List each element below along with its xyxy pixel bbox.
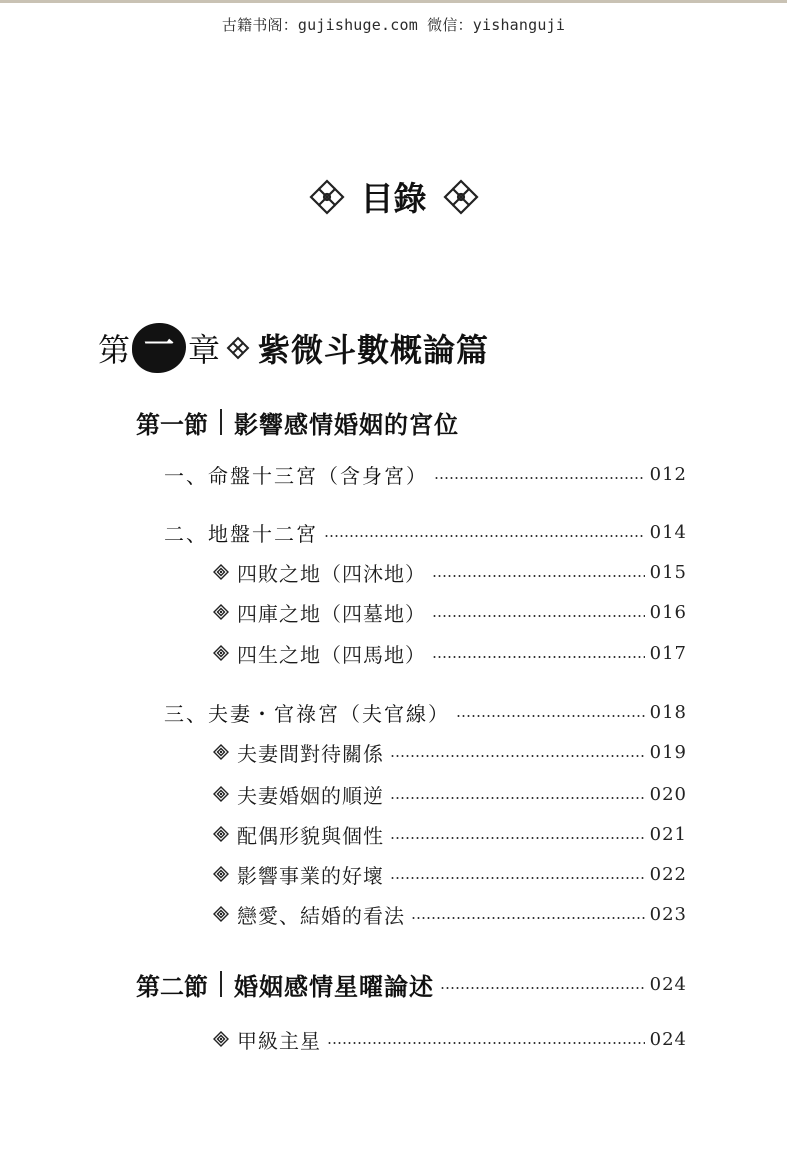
diamond-bullet-icon — [213, 645, 229, 661]
site-watermark: 古籍书阁：gujishuge.com 微信：yishanguji — [221, 16, 566, 34]
entry-page-number: 018 — [649, 701, 687, 723]
section-number — [136, 964, 208, 1004]
entry-page-number: 024 — [649, 1028, 687, 1050]
entry-page-number: 012 — [649, 463, 687, 485]
toc-subentry[interactable] — [213, 638, 687, 668]
knot-ornament-icon — [224, 334, 252, 362]
entry-page-number: 014 — [649, 521, 687, 543]
chapter-number-badge — [132, 321, 186, 375]
entry-title: 二、地盤十二宮 — [164, 521, 318, 546]
chapter-heading[interactable] — [98, 320, 489, 376]
toc-title: 目錄 — [360, 179, 427, 218]
dot-leader — [456, 715, 645, 717]
toc-subentry[interactable] — [213, 737, 687, 767]
entry-page-number: 015 — [649, 561, 687, 583]
section-heading[interactable] — [136, 402, 459, 442]
toc-heading — [0, 173, 787, 220]
dot-leader — [432, 656, 645, 658]
entry-page-number: 017 — [649, 642, 687, 664]
toc-subentry[interactable] — [213, 1024, 687, 1054]
chapter-title: 紫微斗數概論篇 — [258, 331, 490, 369]
chapter-prefix: 第 — [98, 331, 131, 369]
toc-subentry[interactable] — [213, 597, 687, 627]
section-title: 婚姻感情星曜論述 — [234, 971, 434, 1001]
entry-title: 一、命盤十三宮（含身宮） — [164, 463, 428, 488]
section-heading[interactable] — [136, 964, 687, 1004]
diamond-bullet-icon — [213, 906, 229, 922]
dot-leader — [440, 987, 645, 989]
entry-page-number: 023 — [649, 903, 687, 925]
section-number-text: 第二節 — [136, 971, 208, 1001]
entry-page-number: 021 — [649, 823, 687, 845]
dot-leader — [327, 1042, 645, 1044]
dot-leader — [434, 477, 645, 479]
diamond-bullet-icon — [213, 744, 229, 760]
entry-title: 夫妻間對待關係 — [237, 741, 384, 766]
diamond-bullet-icon — [213, 604, 229, 620]
section-page-number: 024 — [649, 973, 687, 995]
entry-title: 四敗之地（四沐地） — [237, 561, 426, 586]
diamond-bullet-icon — [213, 786, 229, 802]
entry-page-number: 019 — [649, 741, 687, 763]
entry-page-number: 020 — [649, 783, 687, 805]
entry-title: 夫妻婚姻的順逆 — [237, 783, 384, 808]
entry-title: 三、夫妻・官祿宮（夫官線） — [164, 701, 450, 726]
dot-leader — [390, 755, 645, 757]
section-title: 影響感情婚姻的宮位 — [234, 409, 459, 439]
section-divider — [220, 971, 222, 997]
toc-subentry[interactable] — [213, 899, 687, 929]
dot-leader — [390, 837, 645, 839]
top-border-line — [0, 0, 787, 3]
toc-subentry[interactable] — [213, 859, 687, 889]
dot-leader — [411, 917, 645, 919]
toc-subentry[interactable] — [213, 557, 687, 587]
dot-leader — [432, 615, 645, 617]
diamond-bullet-icon — [213, 866, 229, 882]
toc-entry[interactable] — [164, 459, 687, 489]
diamond-bullet-icon — [213, 564, 229, 580]
dot-leader — [324, 535, 645, 537]
entry-title: 影響事業的好壞 — [237, 863, 384, 888]
dot-leader — [432, 575, 645, 577]
knot-ornament-right-icon — [439, 175, 483, 219]
entry-page-number: 022 — [649, 863, 687, 885]
toc-subentry[interactable] — [213, 819, 687, 849]
entry-title: 甲級主星 — [237, 1028, 321, 1053]
chapter-suffix: 章 — [188, 331, 221, 369]
toc-subentry[interactable] — [213, 779, 687, 809]
dot-leader — [390, 877, 645, 879]
section-divider — [220, 409, 222, 435]
knot-ornament-left-icon — [305, 175, 349, 219]
entry-title: 戀愛、結婚的看法 — [237, 903, 405, 928]
chapter-number: 一 — [144, 328, 175, 363]
entry-page-number: 016 — [649, 601, 687, 623]
dot-leader — [390, 797, 645, 799]
diamond-bullet-icon — [213, 826, 229, 842]
entry-title: 四生之地（四馬地） — [237, 642, 426, 667]
entry-title: 四庫之地（四墓地） — [237, 601, 426, 626]
entry-title: 配偶形貌與個性 — [237, 823, 384, 848]
section-number: 第一節 — [136, 409, 208, 439]
toc-entry[interactable] — [164, 517, 687, 547]
toc-entry[interactable] — [164, 697, 687, 727]
diamond-bullet-icon — [213, 1031, 229, 1047]
